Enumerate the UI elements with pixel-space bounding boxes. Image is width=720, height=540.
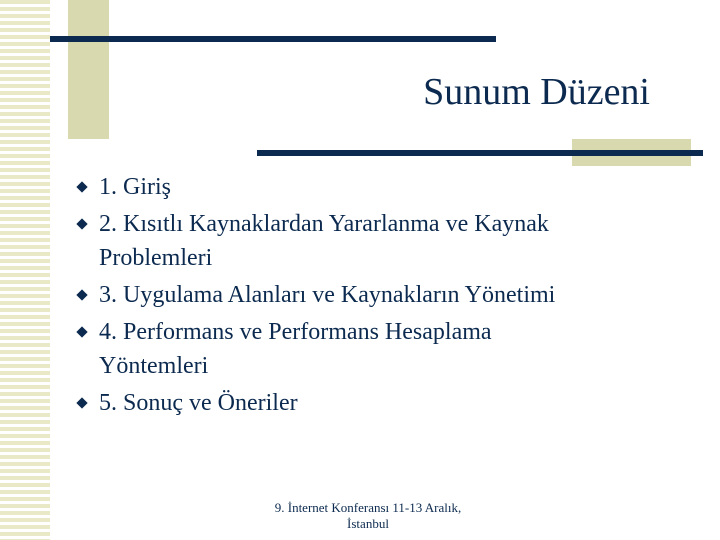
title-rule-bottom: [257, 150, 703, 156]
bullet-text: 3. Uygulama Alanları ve Kaynakların Yönetimi: [99, 282, 556, 308]
bullet-text-continuation: Problemleri: [99, 245, 213, 271]
bullet-text: 2. Kısıtlı Kaynaklardan Yararlanma ve Kaynak: [99, 211, 549, 237]
list-item: [78, 315, 678, 383]
diamond-bullet-icon: [76, 397, 87, 408]
footer-line: 9. İnternet Konferansı 11-13 Aralık,: [274, 500, 462, 515]
bullet-text: 1. Giriş: [99, 174, 171, 200]
footer-line: İstanbul: [347, 516, 389, 531]
list-item: [78, 207, 678, 275]
slide-title: Sunum Düzeni: [423, 71, 650, 113]
decorative-block-left: [68, 0, 109, 139]
diamond-bullet-icon: [76, 181, 87, 192]
list-item: [78, 170, 678, 204]
list-item: [78, 386, 678, 420]
decorative-stripes: [0, 0, 50, 540]
diamond-bullet-icon: [76, 218, 87, 229]
diamond-bullet-icon: [76, 326, 87, 337]
bullet-list: [78, 170, 678, 423]
title-rule-top: [50, 36, 496, 42]
list-item: [78, 278, 678, 312]
bullet-text: 4. Performans ve Performans Hesaplama: [99, 319, 492, 345]
bullet-text: 5. Sonuç ve Öneriler: [99, 390, 298, 416]
diamond-bullet-icon: [76, 289, 87, 300]
bullet-text-continuation: Yöntemleri: [99, 353, 209, 379]
slide-footer: [248, 500, 488, 532]
